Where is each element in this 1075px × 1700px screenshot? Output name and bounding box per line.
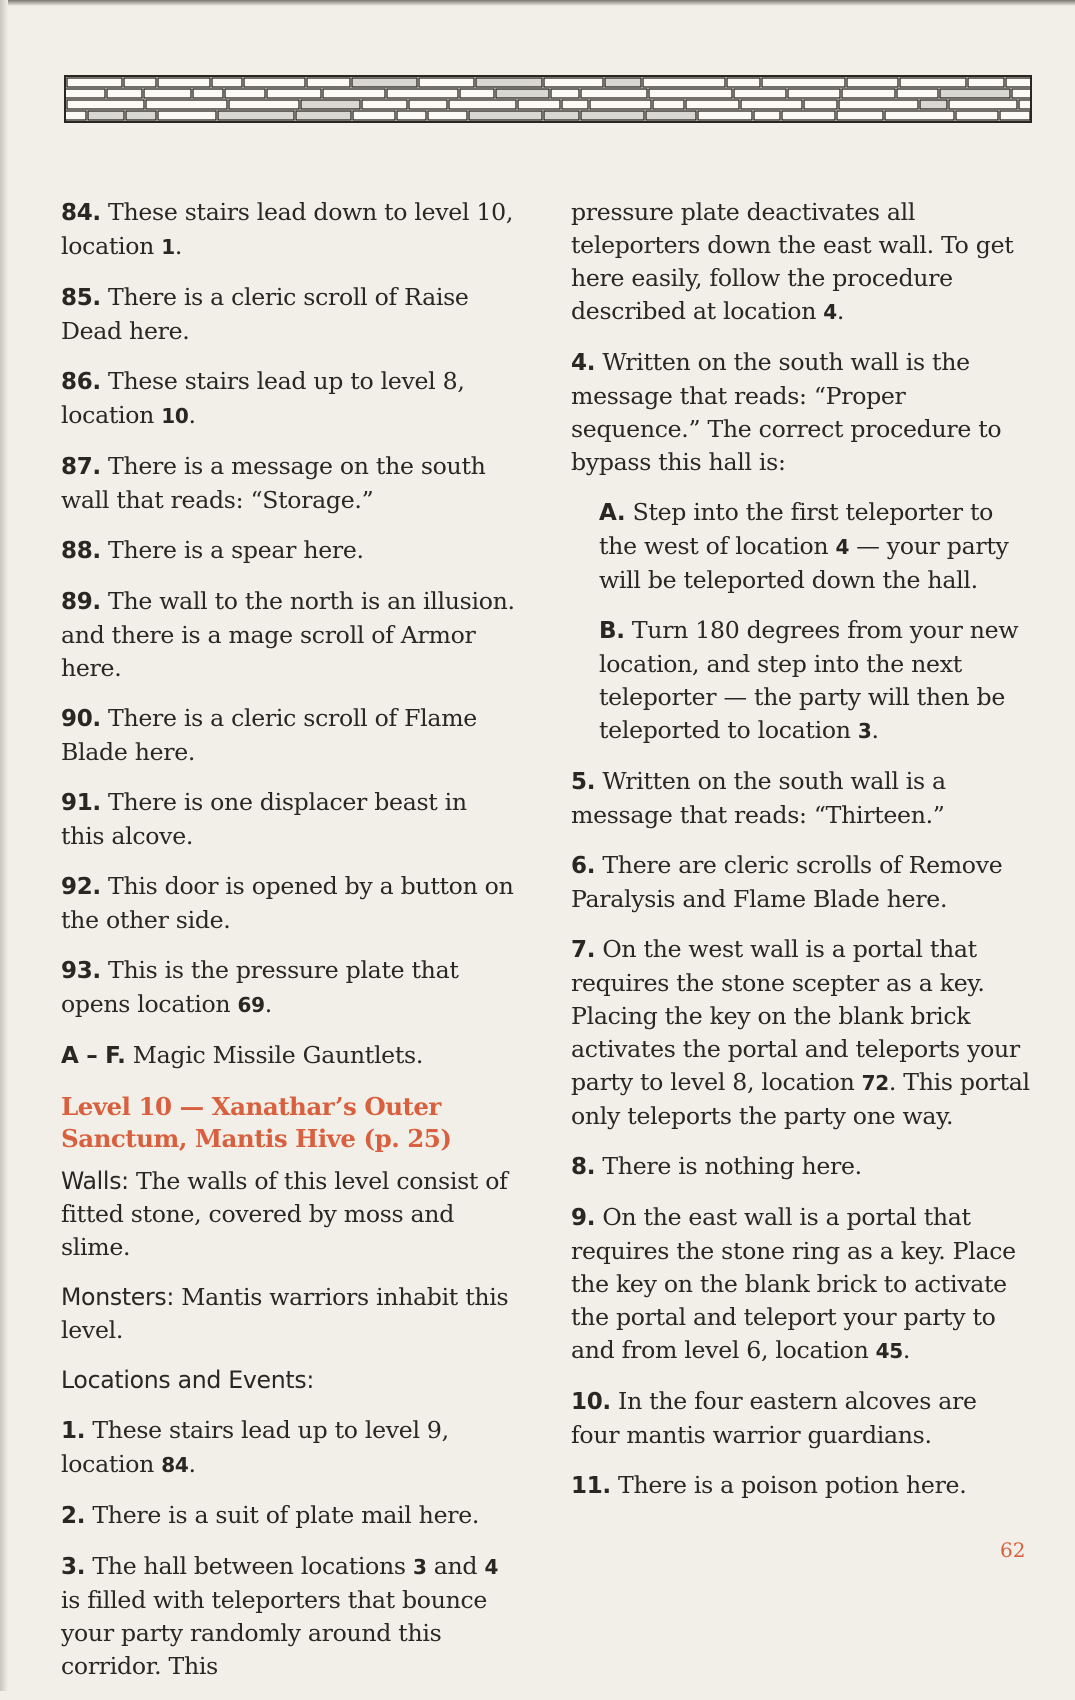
entry-93: 93. This is the pressure plate that opens location 69.	[61, 956, 459, 1018]
entry-1: 1. These stairs lead up to level 9, location 84.	[61, 1416, 449, 1478]
brick	[296, 111, 351, 120]
monsters-description: Monsters: Mantis warriors inhabit this level.	[61, 1283, 509, 1344]
entry-3: 3. The hall between locations 3 and 4 is filled with teleporters that bounce your party randomly around this corridor. This	[61, 1552, 499, 1680]
brick-wall-banner	[64, 75, 1032, 123]
brick	[496, 89, 549, 98]
brick	[804, 100, 837, 109]
entry-91: 91. There is one displacer beast in this alcove.	[61, 788, 467, 850]
entry-4: 4. Written on the south wall is the message that reads: “Proper sequence.” The correct procedure to bypass this hall is:	[571, 348, 1002, 476]
brick	[897, 89, 938, 98]
left-column	[61, 196, 516, 1700]
brick	[409, 100, 447, 109]
brick	[225, 89, 265, 98]
entry-85: 85. There is a cleric scroll of Raise Dead here.	[61, 283, 469, 345]
brick	[88, 111, 124, 120]
level-heading: Level 10 — Xanathar’s Outer Sanctum, Mantis Hive (p. 25)	[61, 1092, 452, 1153]
brick	[653, 100, 684, 109]
brick	[397, 111, 426, 120]
brick	[551, 89, 579, 98]
entry-84: 84. These stairs lead down to level 10, location 1.	[61, 198, 514, 260]
brick	[605, 78, 641, 87]
entry-3-continued: pressure plate deactivates all teleporters down the east wall. To get here easily, follow the procedure described at location 4.	[571, 198, 1014, 325]
brick	[968, 78, 1004, 87]
entry-5: 5. Written on the south wall is a message that reads: “Thirteen.”	[571, 767, 946, 829]
brick	[1000, 111, 1030, 120]
brick	[900, 78, 966, 87]
entry-2: 2. There is a suit of plate mail here.	[61, 1501, 480, 1529]
entry-10: 10. In the four eastern alcoves are four mantis warrior guardians.	[571, 1387, 977, 1449]
brick	[544, 111, 579, 120]
brick	[920, 100, 947, 109]
entry-89: 89. The wall to the north is an illusion. and there is a mage scroll of Armor here.	[61, 587, 515, 682]
brick	[124, 78, 156, 87]
brick	[66, 89, 105, 98]
brick	[1019, 100, 1030, 109]
brick	[649, 89, 732, 98]
brick	[940, 89, 1010, 98]
brick	[218, 111, 294, 120]
brick	[762, 78, 845, 87]
brick	[842, 89, 895, 98]
page-top-edge	[0, 0, 1075, 6]
entry-6: 6. There are cleric scrolls of Remove Paralysis and Flame Blade here.	[571, 851, 1003, 913]
brick	[126, 111, 156, 120]
brick	[323, 89, 385, 98]
brick	[581, 89, 647, 98]
entry-11: 11. There is a poison potion here.	[571, 1471, 967, 1499]
brick	[244, 78, 305, 87]
walls-description: Walls: The walls of this level consist of fitted stone, covered by moss and slime.	[61, 1167, 508, 1261]
brick	[544, 78, 603, 87]
brick	[643, 78, 725, 87]
brick	[387, 89, 458, 98]
brick	[727, 78, 760, 87]
entry-4a: A. Step into the first teleporter to the west of location 4 — your party will be teleported down the hall.	[599, 498, 1009, 594]
brick	[782, 111, 835, 120]
entry-7: 7. On the west wall is a portal that requires the stone scepter as a key. Placing the key on the blank brick activates the portal and teleports your party to level 8, location 72. This portal only teleports the party one way.	[571, 935, 1030, 1130]
brick	[307, 78, 350, 87]
brick	[734, 89, 786, 98]
entry-92: 92. This door is opened by a button on the other side.	[61, 872, 514, 934]
brick	[837, 111, 883, 120]
brick	[449, 100, 516, 109]
brick	[1006, 78, 1030, 87]
brick	[362, 100, 407, 109]
entry-87: 87. There is a message on the south wall that reads: “Storage.”	[61, 452, 486, 514]
brick	[353, 111, 395, 120]
brick	[581, 111, 644, 120]
brick	[518, 100, 560, 109]
right-column	[571, 196, 1031, 1520]
brick	[949, 100, 1017, 109]
entry-86: 86. These stairs lead up to level 8, location 10.	[61, 367, 465, 429]
brick	[590, 100, 651, 109]
brick	[267, 89, 321, 98]
brick	[158, 78, 210, 87]
brick	[476, 78, 542, 87]
brick	[686, 100, 739, 109]
brick	[460, 89, 494, 98]
entry-88: 88. There is a spear here.	[61, 536, 364, 564]
brick	[839, 100, 918, 109]
brick	[146, 100, 227, 109]
brick	[67, 100, 144, 109]
brick	[419, 78, 474, 87]
brick	[754, 111, 780, 120]
brick	[301, 100, 360, 109]
brick	[107, 89, 142, 98]
brick	[885, 111, 954, 120]
brick	[66, 111, 86, 120]
brick	[562, 100, 588, 109]
entry-9: 9. On the east wall is a portal that requires the stone ring as a key. Place the key on the blank brick to activate the portal and teleport your party to and from level 6, location 45.	[571, 1203, 1016, 1364]
entry-a-f: A – F. Magic Missile Gauntlets.	[61, 1041, 424, 1069]
brick	[646, 111, 696, 120]
brick	[158, 111, 216, 120]
brick	[1012, 89, 1030, 98]
brick	[698, 111, 752, 120]
page-number: 62	[1000, 1538, 1026, 1562]
brick	[956, 111, 998, 120]
brick	[788, 89, 840, 98]
brick	[229, 100, 299, 109]
brick	[144, 89, 191, 98]
page-binding-edge	[0, 0, 8, 1691]
brick	[193, 89, 223, 98]
brick	[352, 78, 417, 87]
brick	[428, 111, 467, 120]
brick	[67, 78, 122, 87]
brick	[469, 111, 542, 120]
brick	[847, 78, 898, 87]
brick	[212, 78, 242, 87]
brick	[741, 100, 802, 109]
entry-4b: B. Turn 180 degrees from your new location, and step into the next teleporter — the party will then be teleported to location 3.	[599, 616, 1019, 744]
entry-90: 90. There is a cleric scroll of Flame Blade here.	[61, 704, 477, 766]
locations-label: Locations and Events:	[61, 1366, 315, 1394]
entry-8: 8. There is nothing here.	[571, 1152, 862, 1180]
brick-wall-icon	[66, 77, 1030, 121]
